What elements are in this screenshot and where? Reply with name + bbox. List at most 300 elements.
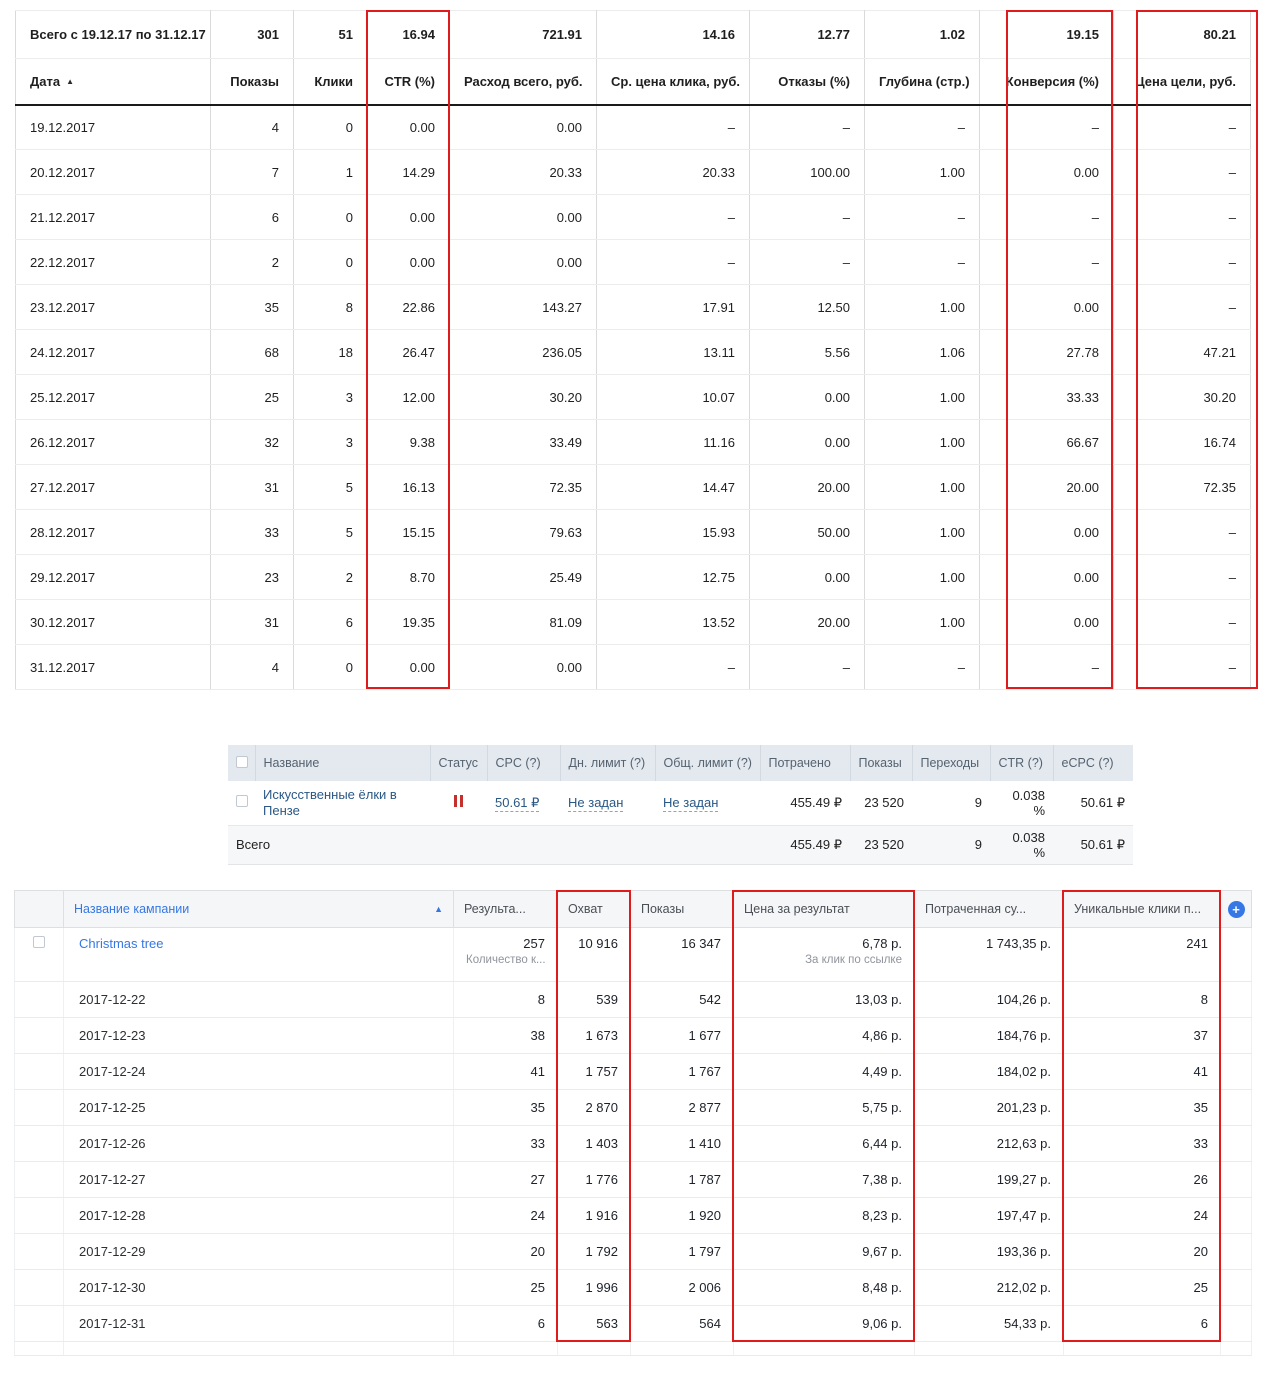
date-cell: 27.12.2017	[16, 465, 211, 510]
stat-cell: 11.16	[597, 420, 750, 465]
totals-cell: 19.15	[980, 11, 1114, 59]
row-checkbox[interactable]	[236, 795, 248, 807]
vk-totals-impressions: 23 520	[850, 825, 912, 864]
day-impressions-cell: 1 767	[631, 1054, 734, 1090]
ad-ecpc-cell: 50.61 ₽	[1053, 781, 1133, 825]
stat-cell: 8	[294, 285, 368, 330]
totals-cell: 12.77	[750, 11, 865, 59]
ad-day-limit-cell	[560, 781, 655, 825]
stat-cell: 32	[211, 420, 294, 465]
vk-totals-ctr: 0.038 %	[990, 825, 1053, 864]
day-reach-cell: 1 403	[558, 1126, 631, 1162]
stat-cell: 0.00	[980, 285, 1114, 330]
stat-cell: 3	[294, 420, 368, 465]
stat-cell: 33	[211, 510, 294, 555]
empty-cell	[1221, 1126, 1252, 1162]
direct-stats-row	[16, 465, 1251, 510]
stat-cell: –	[980, 240, 1114, 285]
stat-cell: 79.63	[450, 510, 597, 555]
direct-stats-row	[16, 285, 1251, 330]
vk-header-total-limit[interactable]: Общ. лимит (?)	[655, 745, 760, 781]
stat-cell: 1.00	[865, 375, 980, 420]
fb-header-campaign-name[interactable]	[64, 891, 454, 928]
day-results-cell: 41	[454, 1054, 558, 1090]
stat-cell: 1.00	[865, 465, 980, 510]
vk-header-impressions[interactable]: Показы	[850, 745, 912, 781]
day-impressions-cell: 564	[631, 1306, 734, 1342]
stat-cell: 143.27	[450, 285, 597, 330]
sort-asc-icon: ▲	[66, 76, 75, 86]
stat-cell: 66.67	[980, 420, 1114, 465]
stat-cell: 31	[211, 465, 294, 510]
day-cost-cell: 6,44 р.	[734, 1126, 915, 1162]
day-spent-cell: 201,23 р.	[915, 1090, 1064, 1126]
stat-cell: –	[750, 645, 865, 690]
stat-cell: 9.38	[368, 420, 450, 465]
day-cost-cell: 8,23 р.	[734, 1198, 915, 1234]
fb-row-checkbox[interactable]	[33, 936, 45, 948]
fb-row-checkbox-cell[interactable]	[15, 928, 64, 982]
stat-cell: 20.00	[980, 465, 1114, 510]
day-unique-clicks-cell: 8	[1064, 982, 1221, 1018]
empty-cell	[1221, 1018, 1252, 1054]
vk-totals-ecpc: 50.61 ₽	[1053, 825, 1133, 864]
stat-cell: 0.00	[368, 195, 450, 240]
totals-cell: 301	[211, 11, 294, 59]
direct-stats-row	[16, 420, 1251, 465]
stat-cell: 0.00	[980, 555, 1114, 600]
campaign-unique-clicks-cell: 241	[1064, 928, 1221, 982]
day-date-cell: 2017-12-30	[64, 1270, 454, 1306]
direct-totals-row	[16, 11, 1251, 59]
select-all-checkbox[interactable]	[236, 756, 248, 768]
ad-clicks-cell: 9	[912, 781, 990, 825]
fb-header-impressions[interactable]: Показы	[631, 891, 734, 928]
day-date-cell: 2017-12-24	[64, 1054, 454, 1090]
stat-cell: 0.00	[980, 510, 1114, 555]
day-cost-cell: 4,86 р.	[734, 1018, 915, 1054]
day-spent-cell: 197,47 р.	[915, 1198, 1064, 1234]
stat-cell: 6	[211, 195, 294, 240]
stat-cell: –	[597, 105, 750, 150]
day-spent-cell: 184,76 р.	[915, 1018, 1064, 1054]
stat-cell: 68	[211, 330, 294, 375]
day-impressions-cell: 2 006	[631, 1270, 734, 1306]
day-cost-cell: 9,67 р.	[734, 1234, 915, 1270]
day-results-cell: 6	[454, 1306, 558, 1342]
stat-cell: –	[1114, 240, 1251, 285]
day-spent-cell: 212,63 р.	[915, 1126, 1064, 1162]
day-unique-clicks-cell: 24	[1064, 1198, 1221, 1234]
day-date-cell: 2017-12-27	[64, 1162, 454, 1198]
stat-cell: 8.70	[368, 555, 450, 600]
column-header-conversion[interactable]: Конверсия (%)	[980, 59, 1114, 105]
empty-cell	[15, 1054, 64, 1090]
stat-cell: –	[980, 195, 1114, 240]
stat-cell: –	[750, 240, 865, 285]
empty-cell	[15, 1270, 64, 1306]
day-unique-clicks-cell: 35	[1064, 1090, 1221, 1126]
totals-cell: 16.94	[368, 11, 450, 59]
stat-cell: 33.33	[980, 375, 1114, 420]
stat-cell: –	[750, 195, 865, 240]
day-impressions-cell: 542	[631, 982, 734, 1018]
day-spent-cell: 54,33 р.	[915, 1306, 1064, 1342]
stat-cell: –	[865, 240, 980, 285]
stat-cell: 50.00	[750, 510, 865, 555]
stat-cell: –	[1114, 105, 1251, 150]
stat-cell: 33.49	[450, 420, 597, 465]
stat-cell: 22.86	[368, 285, 450, 330]
stat-cell: 25.49	[450, 555, 597, 600]
date-cell: 24.12.2017	[16, 330, 211, 375]
day-spent-cell: 104,26 р.	[915, 982, 1064, 1018]
empty-cell	[1221, 928, 1252, 982]
stat-cell: –	[865, 105, 980, 150]
stat-cell: 35	[211, 285, 294, 330]
fb-day-row	[15, 982, 1252, 1018]
fb-header-row	[15, 891, 1252, 928]
empty-cell	[631, 1342, 734, 1356]
total-limit-edit-link[interactable]: Не задан	[663, 795, 719, 811]
day-results-cell: 35	[454, 1090, 558, 1126]
day-results-cell: 25	[454, 1270, 558, 1306]
empty-cell	[15, 1126, 64, 1162]
stat-cell: 4	[211, 105, 294, 150]
vk-header-ecpc[interactable]: eCPC (?)	[1053, 745, 1133, 781]
day-unique-clicks-cell: 33	[1064, 1126, 1221, 1162]
totals-cell: 14.16	[597, 11, 750, 59]
date-cell: 25.12.2017	[16, 375, 211, 420]
column-header-depth[interactable]: Глубина (стр.)	[865, 59, 980, 105]
empty-cell	[64, 1342, 454, 1356]
day-spent-cell: 193,36 р.	[915, 1234, 1064, 1270]
empty-cell	[1221, 982, 1252, 1018]
empty-cell	[1221, 1342, 1252, 1356]
day-results-cell: 38	[454, 1018, 558, 1054]
stat-cell: 16.13	[368, 465, 450, 510]
stat-cell: 1.00	[865, 420, 980, 465]
stat-cell: 19.35	[368, 600, 450, 645]
stat-cell: 1.00	[865, 600, 980, 645]
ad-spent-cell: 455.49 ₽	[760, 781, 850, 825]
stat-cell: 26.47	[368, 330, 450, 375]
totals-cell: 51	[294, 11, 368, 59]
day-reach-cell: 1 916	[558, 1198, 631, 1234]
stat-cell: 2	[294, 555, 368, 600]
fb-day-row	[15, 1090, 1252, 1126]
totals-cell: 721.91	[450, 11, 597, 59]
stat-cell: –	[597, 645, 750, 690]
date-cell: 30.12.2017	[16, 600, 211, 645]
fb-header-results[interactable]: Результа...	[454, 891, 558, 928]
fb-header-amount-spent[interactable]: Потраченная су...	[915, 891, 1064, 928]
stat-cell: 1	[294, 150, 368, 195]
campaign-name-cell	[64, 928, 454, 982]
vk-header-clicks[interactable]: Переходы	[912, 745, 990, 781]
pause-icon[interactable]	[454, 795, 463, 807]
stat-cell: 10.07	[597, 375, 750, 420]
stat-cell: 4	[211, 645, 294, 690]
stat-cell: –	[750, 105, 865, 150]
vk-header-status[interactable]: Статус	[430, 745, 487, 781]
date-cell: 31.12.2017	[16, 645, 211, 690]
direct-stats-row	[16, 240, 1251, 285]
empty-cell	[558, 1342, 631, 1356]
stat-cell: –	[1114, 150, 1251, 195]
empty-cell	[15, 1198, 64, 1234]
column-header-ctr[interactable]: CTR (%)	[368, 59, 450, 105]
fb-add-column-cell[interactable]	[1221, 891, 1252, 928]
empty-cell	[1221, 1234, 1252, 1270]
column-header-goal-cost[interactable]: Цена цели, руб.	[1114, 59, 1251, 105]
day-reach-cell: 2 870	[558, 1090, 631, 1126]
stat-cell: 12.00	[368, 375, 450, 420]
day-results-cell: 8	[454, 982, 558, 1018]
vk-header-name[interactable]: Название	[255, 745, 430, 781]
date-cell: 19.12.2017	[16, 105, 211, 150]
stat-cell: –	[1114, 285, 1251, 330]
stat-cell: 23	[211, 555, 294, 600]
day-impressions-cell: 2 877	[631, 1090, 734, 1126]
fb-day-row	[15, 1162, 1252, 1198]
cost-value: 6,78 р.	[862, 936, 902, 951]
stat-cell: –	[1114, 195, 1251, 240]
ad-name-link[interactable]: Искусственные ёлки в Пензе	[263, 786, 397, 818]
stat-cell: 0.00	[450, 240, 597, 285]
date-cell: 22.12.2017	[16, 240, 211, 285]
fb-ads-table	[14, 890, 1252, 1356]
direct-header-row	[16, 59, 1251, 105]
stat-cell: 0.00	[980, 150, 1114, 195]
stat-cell: 72.35	[1114, 465, 1251, 510]
day-unique-clicks-cell: 37	[1064, 1018, 1221, 1054]
stat-cell: 0.00	[980, 600, 1114, 645]
stat-cell: 0.00	[450, 105, 597, 150]
column-header-avg-cpc[interactable]: Ср. цена клика, руб.	[597, 59, 750, 105]
fb-campaign-row	[15, 928, 1252, 982]
day-impressions-cell: 1 677	[631, 1018, 734, 1054]
totals-cell: 1.02	[865, 11, 980, 59]
stat-cell: 0	[294, 645, 368, 690]
cpc-edit-link[interactable]: 50.61 ₽	[495, 794, 540, 810]
stat-cell: –	[1114, 645, 1251, 690]
day-date-cell: 2017-12-29	[64, 1234, 454, 1270]
day-reach-cell: 1 757	[558, 1054, 631, 1090]
day-reach-cell: 1 792	[558, 1234, 631, 1270]
stat-cell: 0.00	[368, 240, 450, 285]
stat-cell: 1.06	[865, 330, 980, 375]
empty-cell	[15, 1306, 64, 1342]
day-date-cell: 2017-12-23	[64, 1018, 454, 1054]
day-date-cell: 2017-12-31	[64, 1306, 454, 1342]
stat-cell: 5	[294, 465, 368, 510]
empty-cell	[15, 1342, 64, 1356]
fb-header-unique-clicks[interactable]: Уникальные клики п...	[1064, 891, 1221, 928]
column-header-impressions[interactable]: Показы	[211, 59, 294, 105]
empty-cell	[1221, 1270, 1252, 1306]
cost-subtext: За клик по ссылке	[805, 954, 902, 966]
date-cell: 23.12.2017	[16, 285, 211, 330]
direct-stats-row	[16, 330, 1251, 375]
vk-header-day-limit[interactable]: Дн. лимит (?)	[560, 745, 655, 781]
stat-cell: 12.50	[750, 285, 865, 330]
day-unique-clicks-cell: 20	[1064, 1234, 1221, 1270]
empty-cell	[1221, 1162, 1252, 1198]
stat-cell: 1.00	[865, 285, 980, 330]
day-impressions-cell: 1 797	[631, 1234, 734, 1270]
stat-cell: 13.52	[597, 600, 750, 645]
select-all-checkbox-cell[interactable]	[228, 745, 255, 781]
stat-cell: 236.05	[450, 330, 597, 375]
day-impressions-cell: 1 920	[631, 1198, 734, 1234]
fb-select-all-cell[interactable]	[15, 891, 64, 928]
direct-stats-row	[16, 150, 1251, 195]
empty-cell	[454, 1342, 558, 1356]
date-cell: 29.12.2017	[16, 555, 211, 600]
day-cost-cell: 4,49 р.	[734, 1054, 915, 1090]
stat-cell: 27.78	[980, 330, 1114, 375]
add-column-icon[interactable]: +	[1228, 901, 1245, 918]
campaign-cost-cell	[734, 928, 915, 982]
campaign-reach-cell: 10 916	[558, 928, 631, 982]
date-cell: 20.12.2017	[16, 150, 211, 195]
fb-day-row	[15, 1198, 1252, 1234]
vk-header-ctr[interactable]: CTR (?)	[990, 745, 1053, 781]
fb-header-cost-per-result[interactable]: Цена за результат	[734, 891, 915, 928]
vk-header-cpc[interactable]: CPC (?)	[487, 745, 560, 781]
stat-cell: 13.11	[597, 330, 750, 375]
stat-cell: 3	[294, 375, 368, 420]
ad-status-cell	[430, 781, 487, 825]
column-header-label: Дата	[30, 73, 61, 89]
day-unique-clicks-cell: 41	[1064, 1054, 1221, 1090]
vk-totals-row	[228, 825, 1133, 864]
stat-cell: 30.20	[1114, 375, 1251, 420]
direct-stats-row	[16, 105, 1251, 150]
stat-cell: –	[865, 645, 980, 690]
empty-cell	[15, 1090, 64, 1126]
day-unique-clicks-cell: 25	[1064, 1270, 1221, 1306]
date-cell: 28.12.2017	[16, 510, 211, 555]
vk-totals-label: Всего	[228, 825, 760, 864]
results-value: 257	[523, 936, 545, 951]
stat-cell: 15.15	[368, 510, 450, 555]
day-reach-cell: 563	[558, 1306, 631, 1342]
campaign-impressions-cell: 16 347	[631, 928, 734, 982]
day-limit-edit-link[interactable]: Не задан	[568, 795, 624, 811]
day-unique-clicks-cell: 26	[1064, 1162, 1221, 1198]
empty-cell	[1221, 1090, 1252, 1126]
fb-empty-row	[15, 1342, 1252, 1356]
stat-cell: 0.00	[368, 105, 450, 150]
direct-stats-row	[16, 600, 1251, 645]
day-cost-cell: 9,06 р.	[734, 1306, 915, 1342]
day-cost-cell: 7,38 р.	[734, 1162, 915, 1198]
fb-header-campaign-label: Название кампании	[74, 902, 190, 916]
stat-cell: 20.00	[750, 600, 865, 645]
stat-cell: 16.74	[1114, 420, 1251, 465]
empty-cell	[15, 1234, 64, 1270]
stat-cell: –	[980, 105, 1114, 150]
column-header-clicks[interactable]: Клики	[294, 59, 368, 105]
stat-cell: 0.00	[750, 555, 865, 600]
ad-total-limit-cell	[655, 781, 760, 825]
empty-cell	[915, 1342, 1064, 1356]
stat-cell: 25	[211, 375, 294, 420]
empty-cell	[734, 1342, 915, 1356]
stat-cell: –	[865, 195, 980, 240]
stat-cell: 5	[294, 510, 368, 555]
vk-ad-row	[228, 781, 1133, 825]
sort-asc-icon: ▲	[434, 904, 443, 914]
day-date-cell: 2017-12-22	[64, 982, 454, 1018]
vk-header-row	[228, 745, 1133, 781]
day-results-cell: 27	[454, 1162, 558, 1198]
direct-stats-row	[16, 510, 1251, 555]
stat-cell: 47.21	[1114, 330, 1251, 375]
ad-name-cell	[255, 781, 430, 825]
day-results-cell: 20	[454, 1234, 558, 1270]
stat-cell: –	[597, 195, 750, 240]
day-date-cell: 2017-12-28	[64, 1198, 454, 1234]
stat-cell: 100.00	[750, 150, 865, 195]
totals-cell: 80.21	[1114, 11, 1251, 59]
stat-cell: 20.33	[597, 150, 750, 195]
stat-cell: 0	[294, 195, 368, 240]
fb-day-row	[15, 1126, 1252, 1162]
stat-cell: 2	[211, 240, 294, 285]
stat-cell: 81.09	[450, 600, 597, 645]
stat-cell: 1.00	[865, 510, 980, 555]
stat-cell: –	[1114, 555, 1251, 600]
empty-cell	[1221, 1306, 1252, 1342]
stat-cell: 17.91	[597, 285, 750, 330]
day-spent-cell: 199,27 р.	[915, 1162, 1064, 1198]
fb-day-row	[15, 1054, 1252, 1090]
day-date-cell: 2017-12-25	[64, 1090, 454, 1126]
ad-impressions-cell: 23 520	[850, 781, 912, 825]
fb-header-reach[interactable]: Охват	[558, 891, 631, 928]
fb-day-row	[15, 1234, 1252, 1270]
fb-day-row	[15, 1306, 1252, 1342]
day-reach-cell: 1 673	[558, 1018, 631, 1054]
column-header-bounces[interactable]: Отказы (%)	[750, 59, 865, 105]
vk-header-spent[interactable]: Потрачено	[760, 745, 850, 781]
results-subtext: Количество к...	[466, 954, 546, 966]
stat-cell: 14.47	[597, 465, 750, 510]
stat-cell: 5.56	[750, 330, 865, 375]
campaign-results-cell	[454, 928, 558, 982]
direct-totals-label: Всего с 19.12.17 по 31.12.17	[16, 11, 211, 59]
ad-ctr-cell: 0.038 %	[990, 781, 1053, 825]
stat-cell: 0.00	[750, 420, 865, 465]
column-header-cost-total[interactable]: Расход всего, руб.	[450, 59, 597, 105]
row-checkbox-cell[interactable]	[228, 781, 255, 825]
campaign-spent-cell: 1 743,35 р.	[915, 928, 1064, 982]
campaign-name-link[interactable]: Christmas tree	[79, 936, 164, 951]
column-header-date[interactable]	[16, 59, 211, 105]
direct-stats-row	[16, 375, 1251, 420]
stat-cell: 30.20	[450, 375, 597, 420]
ad-cpc-cell	[487, 781, 560, 825]
day-unique-clicks-cell: 6	[1064, 1306, 1221, 1342]
stat-cell: 20.33	[450, 150, 597, 195]
stat-cell: 7	[211, 150, 294, 195]
stat-cell: 0.00	[750, 375, 865, 420]
day-impressions-cell: 1 787	[631, 1162, 734, 1198]
stat-cell: 15.93	[597, 510, 750, 555]
